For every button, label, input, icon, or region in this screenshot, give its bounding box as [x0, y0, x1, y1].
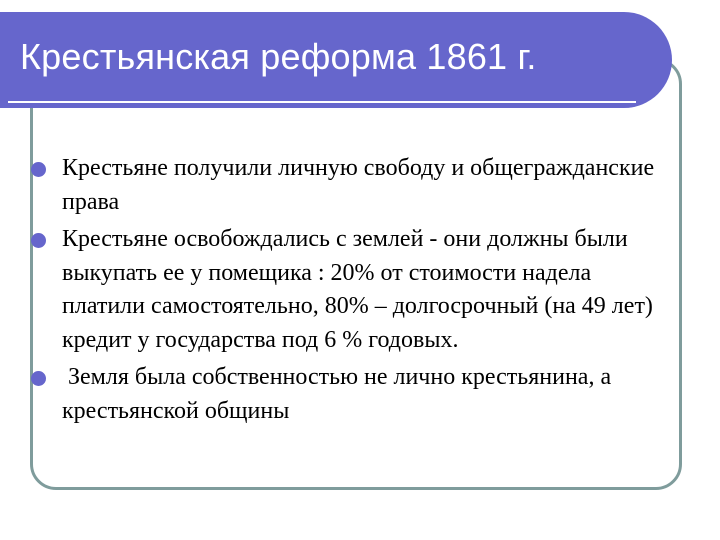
title-underline — [8, 101, 636, 103]
slide-title: Крестьянская реформа 1861 г. — [20, 36, 537, 77]
title-bar — [0, 12, 672, 108]
bullet-text: Крестьяне получили личную свободу и общегражданские права — [62, 155, 655, 215]
bullet-text: Крестьяне освобождались с землей - они должны были выкупать ее у помещика : 20% от стоимости надела платили самостоятельно, 80% – долгосрочный (на 49 лет) кредит у государства под 6 % годовых. — [62, 226, 653, 353]
bullet-item — [0, 152, 720, 219]
bullet-dot-icon — [31, 371, 46, 386]
bullet-item — [0, 223, 720, 357]
bullet-dot-icon — [31, 233, 46, 248]
bullet-list — [0, 152, 720, 432]
bullet-text: Земля была собственностью не лично крестьянина, а крестьянской общины — [62, 364, 618, 424]
bullet-dot-icon — [31, 162, 46, 177]
bullet-item — [0, 361, 720, 428]
